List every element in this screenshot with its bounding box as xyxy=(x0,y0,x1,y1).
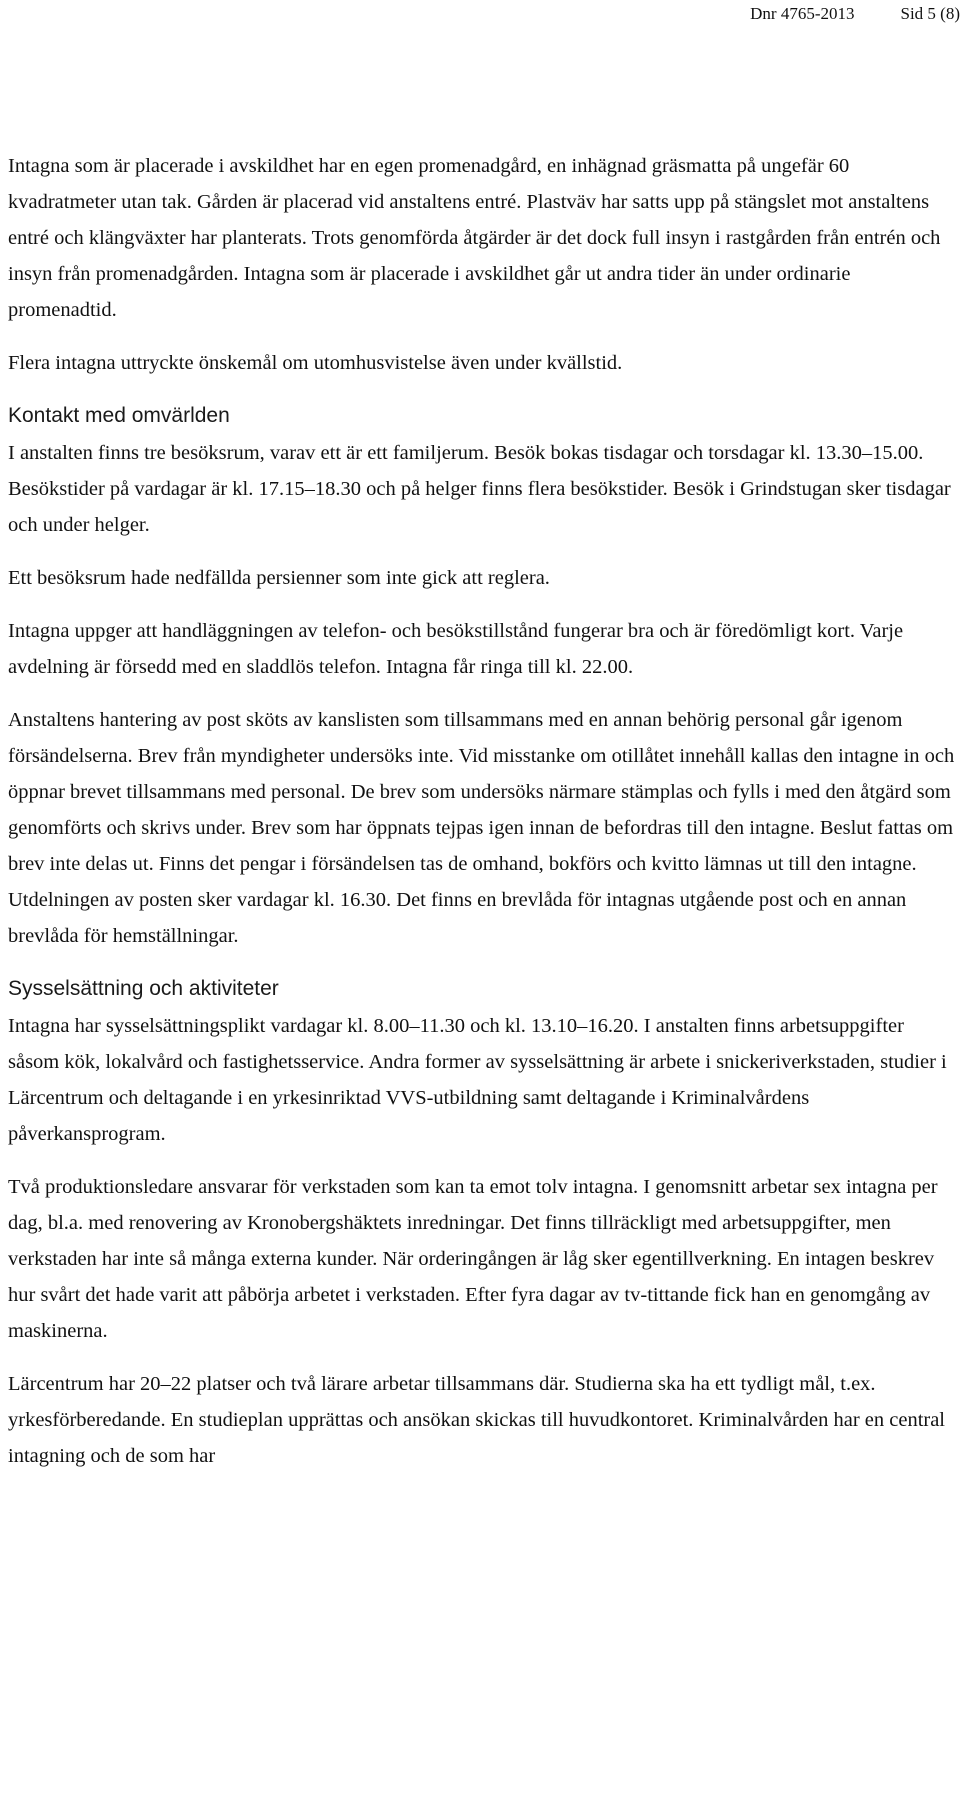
paragraph-telefon: Intagna uppger att handläggningen av telefon- och besökstillstånd fungerar bra och är föredömligt kort. Varje avdelning är försedd med en sladdlös telefon. Intagna får ringa till kl. 22.00. xyxy=(8,620,904,678)
heading-sysselsattning: Sysselsättning och aktiviteter xyxy=(8,977,279,1000)
paragraph-besoksrum: I anstalten finns tre besöksrum, varav ett är ett familjerum. Besök bokas tisdagar och torsdagar kl. 13.30–15.00. Besökstider på vardagar är kl. 17.15–18.30 och på helger finns flera besökstider. Besök i Grindstugan sker tisdagar och under helger. xyxy=(8,442,951,536)
document-body xyxy=(8,148,956,1491)
paragraph-avskildhet: Intagna som är placerade i avskildhet har en egen promenadgård, en inhägnad gräsmatta på ungefär 60 kvadratmeter utan tak. Gården är placerad vid anstaltens entré. Plastväv har satts upp på stängslet mot anstaltens entré och klängväxter har planterats. Trots genomförda åtgärder är det dock full insyn i rastgården från entrén och insyn från promenadgården. Intagna som är placerade i avskildhet går ut andra tider än under ordinarie promenadtid. xyxy=(8,155,941,321)
paragraph-verkstad: Två produktionsledare ansvarar för verkstaden som kan ta emot tolv intagna. I genomsnitt arbetar sex intagna per dag, bl.a. med renovering av Kronobergshäktets inredningar. Det finns tillräckligt med arbetsuppgifter, men verkstaden har inte så många externa kunder. När orderingången är låg sker egentillverkning. En intagen beskrev hur svårt det hade varit att påbörja arbetet i verkstaden. Efter fyra dagar av tv-tittande fick han en genomgång av maskinerna. xyxy=(8,1176,938,1342)
paragraph-sysselsattningsplikt: Intagna har sysselsättningsplikt vardagar kl. 8.00–11.30 och kl. 13.10–16.20. I anstalten finns arbetsuppgifter såsom kök, lokalvård och fastighetsservice. Andra former av sysselsättning är arbete i snickeriverkstaden, studier i Lärcentrum och deltagande i en yrkesinriktad VVS-utbildning samt deltagande i Kriminalvårdens påverkansprogram. xyxy=(8,1015,947,1145)
page-number: Sid 5 (8) xyxy=(900,4,960,23)
paragraph-larcentrum: Lärcentrum har 20–22 platser och två lärare arbetar tillsammans där. Studierna ska ha ett tydligt mål, t.ex. yrkesförberedande. En studieplan upprättas och ansökan skickas till huvudkontoret. Kriminalvården har en central intagning och de som har xyxy=(8,1373,946,1467)
paragraph-persienner: Ett besöksrum hade nedfällda persienner som inte gick att reglera. xyxy=(8,567,550,589)
heading-kontakt-med-omvarlden: Kontakt med omvärlden xyxy=(8,404,230,427)
paragraph-kvallstid: Flera intagna uttryckte önskemål om utomhusvistelse även under kvällstid. xyxy=(8,352,623,374)
paragraph-post: Anstaltens hantering av post sköts av kanslisten som tillsammans med en annan behörig personal går igenom försändelserna. Brev från myndigheter undersöks inte. Vid misstanke om otillåtet innehåll kallas den intagne in och öppnar brevet tillsammans med personal. De brev som undersöks närmare stämplas och fylls i med den åtgärd som genomförts och skrivs under. Brev som har öppnats tejpas igen innan de befordras till den intagne. Beslut fattas om brev inte delas ut. Finns det pengar i försändelsen tas de omhand, bokförs och kvitto lämnas ut till den intagne. Utdelningen av posten sker vardagar kl. 16.30. Det finns en brevlåda för intagnas utgående post och en annan brevlåda för hemställningar. xyxy=(8,709,955,947)
page-header xyxy=(750,0,960,28)
document-number: Dnr 4765-2013 xyxy=(750,4,855,23)
